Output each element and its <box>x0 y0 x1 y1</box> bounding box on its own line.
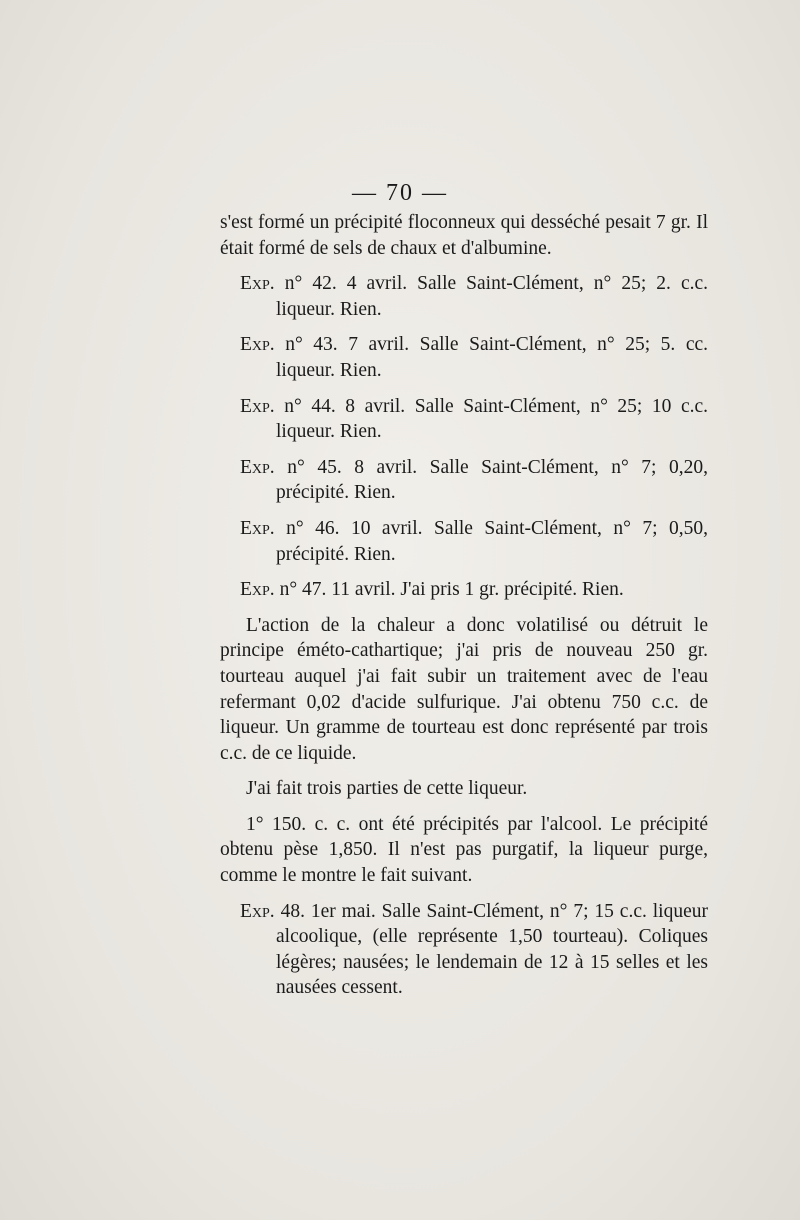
exp-text: n° 42. 4 avril. Salle Saint-Clément, n° 25; 2. c.c. liqueur. Rien. <box>276 273 709 320</box>
exp-text: n° 47. 11 avril. J'ai pris 1 gr. précipité. Rien. <box>279 579 624 601</box>
paragraph-premiere-partie: 1° 150. c. c. ont été précipités par l'alcool. Le précipité obtenu pèse 1,850. Il n'est pas purgatif, la liqueur purge, comme le montre le fait suivant. <box>220 813 708 887</box>
exp-text: n° 45. 8 avril. Salle Saint-Clément, n° 7; 0,20, précipité. Rien. <box>276 456 709 504</box>
experiment-entry-47 <box>220 577 708 603</box>
experiment-entry-43 <box>220 332 708 383</box>
body-text <box>220 210 708 1001</box>
experiment-entry-42 <box>220 271 708 322</box>
exp-label: Exp. <box>240 579 275 601</box>
paragraph-chaleur: L'action de la chaleur a donc volatilisé ou détruit le principe éméto-cathartique; j'ai pris de nouveau 250 gr. tourteau auquel j'ai fait subir un traitement avec de l'eau refermant 0,02 d'acide sulfurique. J'ai obtenu 750 c.c. de liqueur. Un gramme de tourteau est donc représenté par trois c.c. de ce liquide. <box>220 614 708 764</box>
exp-label: Exp. <box>240 456 275 478</box>
paragraph-trois-parties: J'ai fait trois parties de cette liqueur. <box>246 778 528 800</box>
exp-label: Exp. <box>240 334 275 356</box>
exp-label: Exp. <box>240 273 275 295</box>
experiment-entry-46 <box>220 516 708 567</box>
experiment-entry-45 <box>220 455 708 506</box>
exp-text: n° 46. 10 avril. Salle Saint-Clément, n° 7; 0,50, précipité. Rien. <box>276 517 709 565</box>
experiment-entry-44 <box>220 394 708 445</box>
experiment-entry-48 <box>220 899 708 1001</box>
page-number: — 70 — <box>352 180 448 206</box>
exp-text: n° 44. 8 avril. Salle Saint-Clément, n° 25; 10 c.c. liqueur. Rien. <box>276 395 709 443</box>
exp-label: Exp. <box>240 900 275 922</box>
exp-label: Exp. <box>240 395 275 417</box>
exp-text: 48. 1er mai. Salle Saint-Clément, n° 7; 15 c.c. liqueur alcoolique, (elle représente 1,50 tourteau). Coliques légères; nausées; le lendemain de 12 à 15 selles et les nausées cessent. <box>276 900 708 999</box>
exp-label: Exp. <box>240 517 275 539</box>
paragraph-continuation: s'est formé un précipité floconneux qui desséché pesait 7 gr. Il était formé de sels de chaux et d'albumine. <box>220 212 708 259</box>
exp-text: n° 43. 7 avril. Salle Saint-Clément, n° 25; 5. cc. liqueur. Rien. <box>276 334 709 381</box>
